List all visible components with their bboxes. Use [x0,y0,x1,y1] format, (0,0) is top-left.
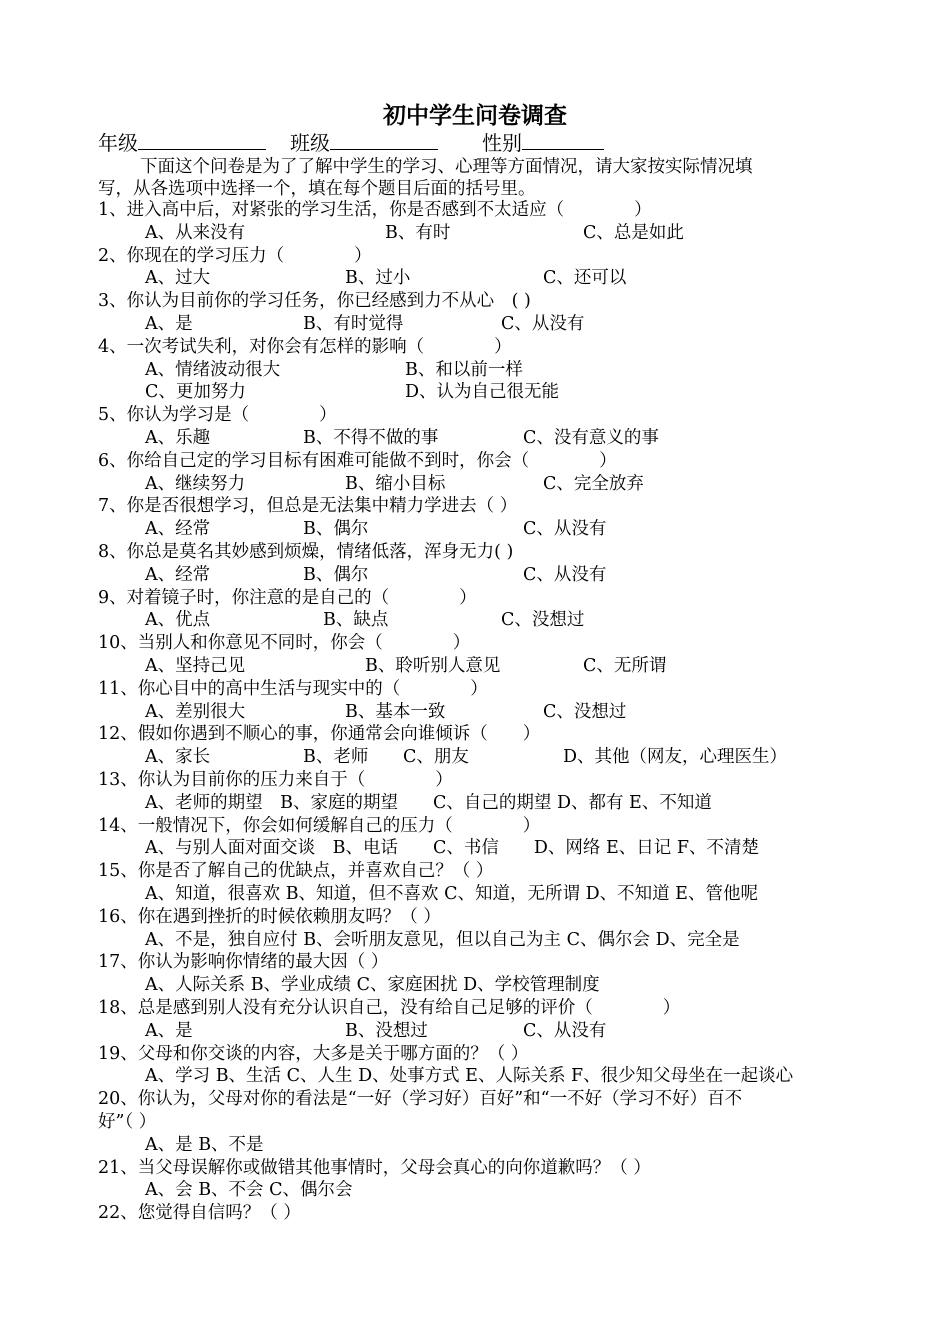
question-5: 5、你认为学习是（ ） [98,405,337,426]
question-2-option: A、过大 [145,268,211,289]
question-3-option: A、是 [145,314,193,334]
grade-field [98,130,266,156]
question-12-option: C、朋友 [403,747,469,768]
question-21: 21、当父母误解你或做错其他事情时，父母会真心的向你道歉吗？（ ） [98,1157,651,1178]
question-6-option: C、完全放弃 [543,473,644,494]
question-17-option: A、人际关系 B、学业成绩 C、家庭困扰 D、学校管理制度 [145,975,600,996]
grade-blank[interactable] [138,131,266,150]
question-8-option: C、从没有 [523,564,607,585]
question-15: 15、你是否了解自己的优缺点，并喜欢自己？（ ） [98,861,494,882]
question-18-option: B、没想过 [345,1020,428,1041]
question-9: 9、对着镜子时，你注意的是自己的（ ） [98,587,477,608]
class-blank[interactable] [330,131,438,150]
question-6-option: B、缩小目标 [345,473,446,494]
question-1: 1、进入高中后，对紧张的学习生活，你是否感到不太适应（ ） [98,200,652,220]
class-field [290,130,438,156]
question-8-option: B、偶尔 [303,564,369,585]
question-2-option: C、还可以 [543,268,627,289]
question-10: 10、当别人和你意见不同时，你会（ ） [98,633,471,654]
question-12-option: A、家长 [145,747,211,768]
gender-blank[interactable] [522,131,604,150]
question-3-option: B、有时觉得 [303,314,404,334]
intro-line-2: 写，从各选项中选择一个，填在每个题目后面的括号里。 [98,179,536,199]
question-12-option: B、老师 [303,747,369,768]
question-11-option: C、没想过 [543,701,627,722]
question-11-option: A、差别很大 [145,701,246,722]
question-6: 6、你给自己定的学习目标有困难可能做不到时，你会（ ） [98,450,617,471]
question-3-option: C、从没有 [501,314,585,334]
question-4-option: B、和以前一样 [405,359,523,380]
grade-label: 年级 [98,131,138,155]
question-20-option: A、是 B、不是 [145,1134,264,1155]
question-19-option: A、学习 B、生活 C、人生 D、处事方式 E、人际关系 F、很少知父母坐在一起谈心 [145,1066,794,1087]
question-12: 12、假如你遇到不顺心的事，你通常会向谁倾诉（ ） [98,724,541,745]
question-18-option: A、是 [145,1020,193,1041]
class-label: 班级 [290,131,330,155]
question-21-option: A、会 B、不会 C、偶尔会 [145,1180,353,1201]
question-22: 22、您觉得自信吗？（ ） [98,1203,301,1224]
question-9-option: C、没想过 [501,610,585,631]
question-7-option: C、从没有 [523,519,607,540]
question-20: 20、你认为，父母对你的看法是“一好（学习好）百好”和“一不好（学习不好）百不 [98,1089,743,1110]
question-3: 3、你认为目前你的学习任务，你已经感到力不从心 ( ) [98,291,531,312]
question-15-option: A、知道，很喜欢 B、知道，但不喜欢 C、知道，无所谓 D、不知道 E、管他呢 [145,884,758,904]
question-13-option: A、老师的期望 B、家庭的期望 C、自己的期望 D、都有 E、不知道 [145,792,712,813]
question-16-option: A、不是，独自应付 B、会听朋友意见，但以自己为主 C、偶尔会 D、完全是 [145,929,740,950]
intro-line-1: 下面这个问卷是为了了解中学生的学习、心理等方面情况，请大家按实际情况填 [140,157,753,177]
gender-label: 性别 [482,131,522,155]
question-1-option: B、有时 [385,222,451,243]
question-10-option: C、无所谓 [583,656,667,676]
question-4-option: C、更加努力 [145,382,246,403]
question-14: 14、一般情况下，你会如何缓解自己的压力（ ） [98,815,541,836]
page-title: 初中学生问卷调查 [383,102,567,129]
question-5-option: A、乐趣 [145,428,211,448]
question-17: 17、你认为影响你情绪的最大因（ ） [98,952,389,973]
question-7: 7、你是否很想学习，但总是无法集中精力学进去（ ） [98,496,518,517]
question-16: 16、你在遇到挫折的时候依赖朋友吗？（ ） [98,906,441,927]
question-10-option: B、聆听别人意见 [365,656,501,676]
question-12-option: D、其他（网友，心理医生） [563,747,788,768]
question-8-option: A、经常 [145,564,211,585]
question-14-option: A、与别人面对面交谈 B、电话 C、书信 D、网络 E、日记 F、不清楚 [145,838,759,859]
question-4: 4、一次考试失利，对你会有怎样的影响（ ） [98,336,512,357]
question-5-option: C、没有意义的事 [523,428,659,448]
question-4-option: A、情绪波动很大 [145,359,281,380]
question-10-option: A、坚持己见 [145,656,246,676]
question-19: 19、父母和你交谈的内容，大多是关于哪方面的？（ ） [98,1043,529,1064]
gender-field [482,130,604,156]
question-6-option: A、继续努力 [145,473,246,494]
question-7-option: A、经常 [145,519,211,540]
question-1-option: A、从来没有 [145,222,246,243]
question-2-option: B、过小 [345,268,411,289]
question-9-option: A、优点 [145,610,211,631]
question-9-option: B、缺点 [323,610,389,631]
question-13: 13、你认为目前你的压力来自于（ ） [98,770,453,790]
question-20-cont: 好”（ ） [98,1112,157,1132]
question-18: 18、总是感到别人没有充分认识自己，没有给自己足够的评价（ ） [98,998,681,1018]
question-4-option: D、认为自己很无能 [405,382,560,403]
question-8: 8、你总是莫名其妙感到烦燥，情绪低落，浑身无力( ) [98,542,514,562]
question-11: 11、你心目中的高中生活与现实中的（ ） [98,678,488,699]
question-18-option: C、从没有 [523,1020,607,1041]
question-1-option: C、总是如此 [583,222,684,243]
question-7-option: B、偶尔 [303,519,369,540]
question-2: 2、你现在的学习压力（ ） [98,245,372,266]
question-5-option: B、不得不做的事 [303,428,439,448]
question-11-option: B、基本一致 [345,701,446,722]
